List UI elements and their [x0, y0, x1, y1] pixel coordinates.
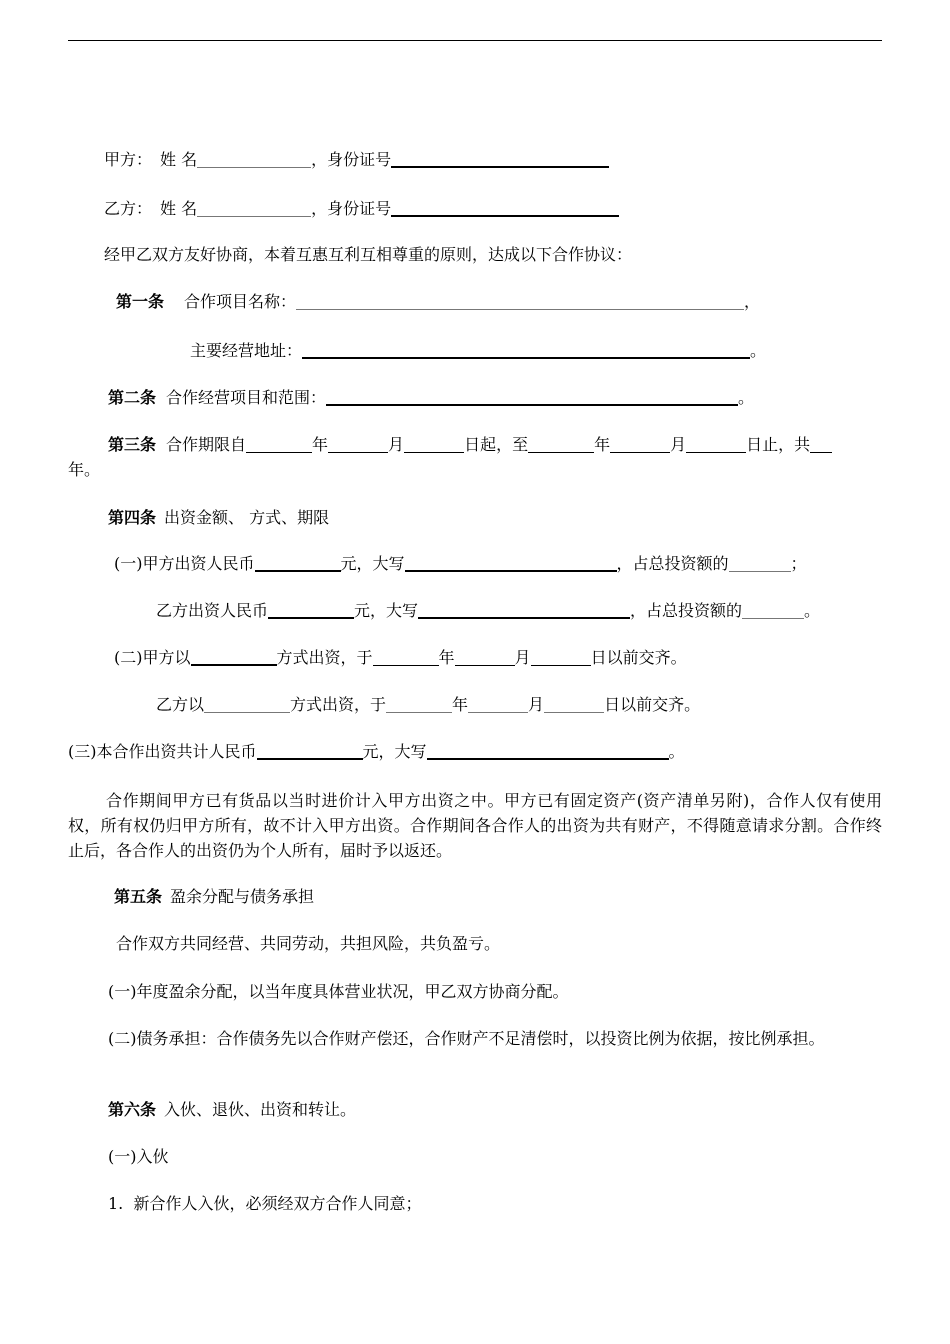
party-a-name-blank[interactable]: [197, 150, 311, 168]
article-4-title: 第四条: [108, 508, 157, 527]
article-5-heading-line: 第五条 盈余分配与债务承担: [114, 887, 315, 906]
total-amount-upper-blank[interactable]: [427, 741, 669, 760]
party-b-amount-upper-blank[interactable]: [418, 600, 630, 619]
article-6-heading-line: 第六条 入伙、退伙、出资和转让。: [108, 1100, 357, 1119]
party-a-investment-line: (一)甲方出资人民币 元，大写 ，占总投资额的 ；: [114, 554, 807, 573]
article-6-item1: 1. 新合作人入伙，必须经双方合作人同意；: [108, 1194, 422, 1213]
party-b-pay-month-blank[interactable]: [468, 695, 528, 713]
party-b-method-line: 乙方以 方式出资，于 年 月 日以前交齐。: [156, 695, 701, 714]
party-a-share-blank[interactable]: [729, 554, 791, 572]
article-3-title: 第三条: [108, 435, 157, 454]
investment-note: 合作期间甲方已有货品以当时进价计入甲方出资之中。甲方已有固定资产(资产清单另附)，合作人仅有使用权，所有权仍归甲方所有，故不计入甲方出资。合作期间各合作人的出资为共有财产，不得随意请求分割。合作终止后，各合作人的出资仍为个人所有，届时予以返还。: [68, 791, 882, 860]
article-5-p1: 合作双方共同经营、共同劳动，共担风险，共负盈亏。: [116, 934, 501, 953]
business-address-blank[interactable]: [302, 340, 750, 359]
total-investment-line: (三)本合作出资共计人民币 元，大写 。: [68, 742, 685, 761]
party-a-method-blank[interactable]: [191, 647, 277, 666]
party-b-id-blank[interactable]: [391, 198, 619, 217]
article-1-address-line: 主要经营地址： 。: [190, 341, 767, 360]
party-b-pay-year-blank[interactable]: [386, 695, 452, 713]
party-a-amount-blank[interactable]: [255, 553, 341, 572]
article-3-wrap: 年。: [68, 460, 101, 479]
end-day-blank[interactable]: [686, 435, 746, 453]
total-years-blank[interactable]: [810, 435, 832, 453]
party-b-line: 乙方： 姓 名 ，身份证号: [104, 197, 619, 221]
party-a-pay-day-blank[interactable]: [531, 648, 591, 666]
start-month-blank[interactable]: [328, 435, 388, 453]
party-a-pay-year-blank[interactable]: [373, 648, 439, 666]
party-b-name-blank[interactable]: [197, 199, 311, 217]
header-rule: [68, 40, 882, 41]
intro-text: 经甲乙双方友好协商，本着互惠互利互相尊重的原则，达成以下合作协议：: [104, 245, 633, 264]
project-name-blank[interactable]: [296, 292, 744, 310]
article-2-line: 第二条 合作经营项目和范围： 。: [108, 388, 755, 407]
start-day-blank[interactable]: [404, 435, 464, 453]
business-scope-blank[interactable]: [326, 387, 738, 406]
end-year-blank[interactable]: [528, 435, 594, 453]
party-b-method-blank[interactable]: [204, 695, 290, 713]
party-a-method-line: (二)甲方以 方式出资，于 年 月 日以前交齐。: [114, 648, 687, 667]
article-5-title: 第五条: [114, 887, 163, 906]
article-5-p2: (一)年度盈余分配，以当年度具体营业状况，甲乙双方协商分配。: [108, 982, 569, 1001]
party-b-share-blank[interactable]: [742, 601, 804, 619]
article-1-title: 第一条: [116, 292, 165, 311]
article-4-heading-line: 第四条 出资金额、 方式、期限: [108, 508, 330, 527]
article-6-s1: (一)入伙: [108, 1147, 169, 1166]
start-year-blank[interactable]: [246, 435, 312, 453]
total-amount-blank[interactable]: [257, 741, 363, 760]
party-b-investment-line: 乙方出资人民币 元，大写 ，占总投资额的 。: [156, 601, 821, 620]
party-b-amount-blank[interactable]: [268, 600, 354, 619]
article-5-p3: (二)债务承担：合作债务先以合作财产偿还，合作财产不足清偿时，以投资比例为依据，按比例承担。: [108, 1029, 825, 1048]
party-a-amount-upper-blank[interactable]: [405, 553, 617, 572]
end-month-blank[interactable]: [610, 435, 670, 453]
article-1-line: 第一条 合作项目名称： ，: [116, 292, 761, 311]
party-a-line: 甲方： 姓 名 ，身份证号: [104, 148, 609, 172]
article-3-line: 第三条 合作期限自 年 月 日起，至 年 月 日止，共: [108, 433, 832, 457]
article-2-title: 第二条: [108, 388, 157, 407]
party-b-pay-day-blank[interactable]: [544, 695, 604, 713]
party-a-pay-month-blank[interactable]: [455, 648, 515, 666]
article-6-title: 第六条: [108, 1100, 157, 1119]
party-a-id-blank[interactable]: [391, 149, 609, 168]
